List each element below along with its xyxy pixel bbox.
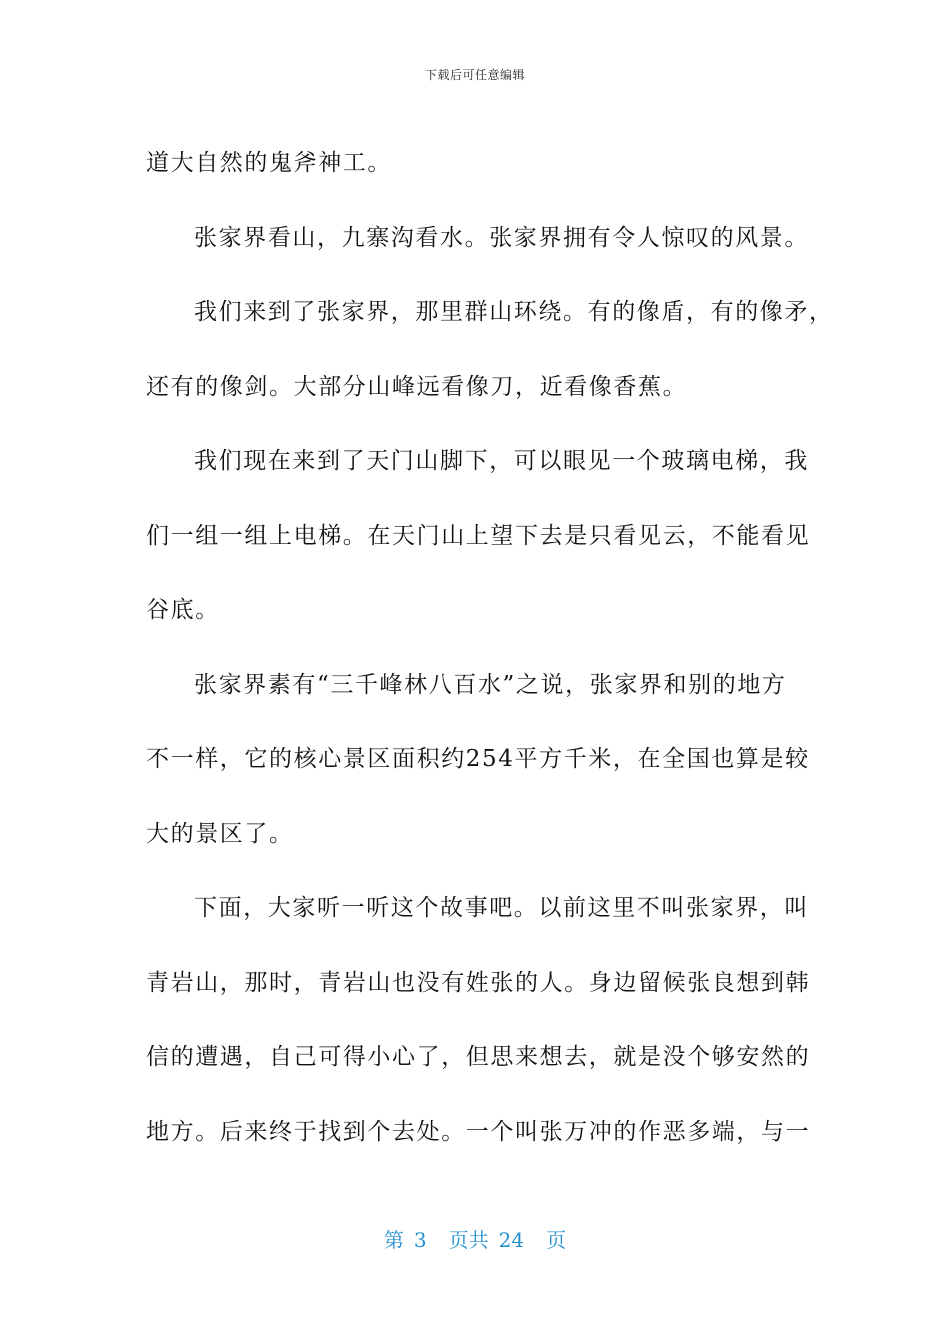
body-text: [146, 126, 834, 1169]
page-footer: [0, 1224, 950, 1253]
text-line: 下面，大家听一听这个故事吧。以前这里不叫张家界，叫: [194, 895, 809, 921]
text-line: 我们来到了张家界，那里群山环绕。有的像盾，有的像矛，: [194, 299, 834, 325]
footer-suffix: 页: [546, 1228, 567, 1252]
footer-total-pages: 24: [498, 1228, 525, 1252]
text-line: 信的遭遇，自己可得小心了，但思来想去，就是没个够安然的: [146, 1044, 811, 1070]
text-line: 我们现在来到了天门山脚下，可以眼见一个玻璃电梯，我: [194, 448, 809, 474]
text-line: 大的景区了。: [146, 820, 294, 847]
page-header: 下载后可任意编辑: [424, 68, 525, 82]
footer-current-page: 3: [413, 1228, 427, 1252]
text-line: 道大自然的鬼斧神工。: [146, 150, 392, 176]
text-line: 不一样，它的核心景区面积约254平方千米，在全国也算是较: [146, 746, 810, 772]
footer-prefix: 第: [383, 1228, 404, 1252]
text-line: 谷底。: [146, 597, 220, 623]
text-line: 张家界素有“三千峰林八百水”之说，张家界和别的地方: [194, 671, 787, 698]
footer-middle: 页共: [448, 1228, 489, 1252]
text-line: 们一组一组上电梯。在天门山上望下去是只看见云，不能看见: [146, 522, 811, 549]
text-line: 地方。后来终于找到个去处。一个叫张万冲的作恶多端，与一: [146, 1118, 811, 1145]
text-line: 还有的像剑。大部分山峰远看像刀，近看像香蕉。: [146, 373, 688, 400]
text-line: 青岩山，那时，青岩山也没有姓张的人。身边留候张良想到韩: [146, 969, 811, 996]
text-line: 张家界看山，九寨沟看水。张家界拥有令人惊叹的风景。: [194, 224, 809, 251]
